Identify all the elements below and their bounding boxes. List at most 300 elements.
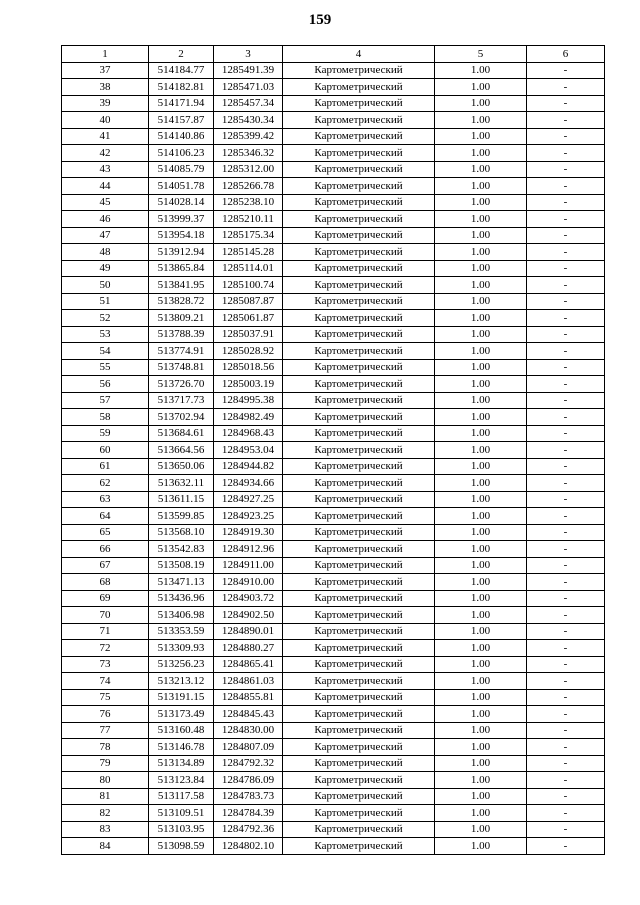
table-row [62,392,605,409]
y-coordinate-cell: 1284783.73 [214,788,283,805]
y-coordinate-cell: 1284861.03 [214,673,283,690]
note-cell: - [527,310,605,327]
method-cell: Картометрический [283,178,435,195]
table-row [62,475,605,492]
accuracy-cell: 1.00 [435,376,527,393]
accuracy-cell: 1.00 [435,409,527,426]
method-cell: Картометрический [283,821,435,838]
note-cell: - [527,458,605,475]
method-cell: Картометрический [283,524,435,541]
table-row [62,805,605,822]
point-number-cell: 56 [62,376,149,393]
x-coordinate-cell: 513611.15 [149,491,214,508]
x-coordinate-cell: 513173.49 [149,706,214,723]
y-coordinate-cell: 1285266.78 [214,178,283,195]
x-coordinate-cell: 513599.85 [149,508,214,525]
table-row [62,755,605,772]
note-cell: - [527,772,605,789]
accuracy-cell: 1.00 [435,458,527,475]
accuracy-cell: 1.00 [435,838,527,855]
accuracy-cell: 1.00 [435,722,527,739]
x-coordinate-cell: 513508.19 [149,557,214,574]
note-cell: - [527,95,605,112]
x-coordinate-cell: 513146.78 [149,739,214,756]
note-cell: - [527,326,605,343]
table-row [62,409,605,426]
accuracy-cell: 1.00 [435,623,527,640]
x-coordinate-cell: 514157.87 [149,112,214,129]
y-coordinate-cell: 1284830.00 [214,722,283,739]
x-coordinate-cell: 514171.94 [149,95,214,112]
y-coordinate-cell: 1284890.01 [214,623,283,640]
point-number-cell: 80 [62,772,149,789]
column-header: 2 [149,46,214,63]
method-cell: Картометрический [283,194,435,211]
accuracy-cell: 1.00 [435,508,527,525]
y-coordinate-cell: 1284982.49 [214,409,283,426]
column-header: 3 [214,46,283,63]
accuracy-cell: 1.00 [435,706,527,723]
point-number-cell: 58 [62,409,149,426]
y-coordinate-cell: 1285457.34 [214,95,283,112]
note-cell: - [527,491,605,508]
x-coordinate-cell: 513702.94 [149,409,214,426]
note-cell: - [527,343,605,360]
y-coordinate-cell: 1285100.74 [214,277,283,294]
table-row [62,788,605,805]
note-cell: - [527,623,605,640]
point-number-cell: 55 [62,359,149,376]
accuracy-cell: 1.00 [435,310,527,327]
method-cell: Картометрический [283,227,435,244]
note-cell: - [527,805,605,822]
table-row [62,227,605,244]
accuracy-cell: 1.00 [435,326,527,343]
note-cell: - [527,79,605,96]
accuracy-cell: 1.00 [435,260,527,277]
table-row [62,673,605,690]
table-row [62,590,605,607]
point-number-cell: 40 [62,112,149,129]
point-number-cell: 51 [62,293,149,310]
method-cell: Картометрический [283,409,435,426]
table-row [62,557,605,574]
y-coordinate-cell: 1284919.30 [214,524,283,541]
note-cell: - [527,112,605,129]
point-number-cell: 71 [62,623,149,640]
point-number-cell: 54 [62,343,149,360]
y-coordinate-cell: 1284903.72 [214,590,283,607]
method-cell: Картометрический [283,260,435,277]
note-cell: - [527,62,605,79]
y-coordinate-cell: 1284995.38 [214,392,283,409]
method-cell: Картометрический [283,590,435,607]
y-coordinate-cell: 1285061.87 [214,310,283,327]
x-coordinate-cell: 514085.79 [149,161,214,178]
y-coordinate-cell: 1284912.96 [214,541,283,558]
note-cell: - [527,607,605,624]
table-row [62,95,605,112]
note-cell: - [527,178,605,195]
method-cell: Картометрический [283,574,435,591]
table-row [62,326,605,343]
x-coordinate-cell: 513748.81 [149,359,214,376]
point-number-cell: 49 [62,260,149,277]
point-number-cell: 53 [62,326,149,343]
method-cell: Картометрический [283,376,435,393]
accuracy-cell: 1.00 [435,392,527,409]
accuracy-cell: 1.00 [435,128,527,145]
x-coordinate-cell: 513256.23 [149,656,214,673]
accuracy-cell: 1.00 [435,244,527,261]
method-cell: Картометрический [283,211,435,228]
point-number-cell: 74 [62,673,149,690]
note-cell: - [527,128,605,145]
accuracy-cell: 1.00 [435,343,527,360]
table-row [62,194,605,211]
point-number-cell: 83 [62,821,149,838]
table-row [62,623,605,640]
y-coordinate-cell: 1284865.41 [214,656,283,673]
note-cell: - [527,293,605,310]
y-coordinate-cell: 1285114.01 [214,260,283,277]
method-cell: Картометрический [283,541,435,558]
accuracy-cell: 1.00 [435,425,527,442]
accuracy-cell: 1.00 [435,491,527,508]
method-cell: Картометрический [283,79,435,96]
y-coordinate-cell: 1284934.66 [214,475,283,492]
method-cell: Картометрический [283,62,435,79]
x-coordinate-cell: 513841.95 [149,277,214,294]
point-number-cell: 68 [62,574,149,591]
note-cell: - [527,755,605,772]
point-number-cell: 65 [62,524,149,541]
column-header: 6 [527,46,605,63]
accuracy-cell: 1.00 [435,112,527,129]
method-cell: Картометрический [283,640,435,657]
accuracy-cell: 1.00 [435,640,527,657]
y-coordinate-cell: 1284855.81 [214,689,283,706]
x-coordinate-cell: 513123.84 [149,772,214,789]
x-coordinate-cell: 513542.83 [149,541,214,558]
point-number-cell: 47 [62,227,149,244]
table-row [62,722,605,739]
table-row [62,607,605,624]
point-number-cell: 44 [62,178,149,195]
method-cell: Картометрический [283,161,435,178]
note-cell: - [527,590,605,607]
note-cell: - [527,227,605,244]
accuracy-cell: 1.00 [435,293,527,310]
point-number-cell: 64 [62,508,149,525]
method-cell: Картометрический [283,673,435,690]
note-cell: - [527,359,605,376]
point-number-cell: 38 [62,79,149,96]
note-cell: - [527,541,605,558]
note-cell: - [527,821,605,838]
note-cell: - [527,194,605,211]
point-number-cell: 72 [62,640,149,657]
accuracy-cell: 1.00 [435,359,527,376]
x-coordinate-cell: 513117.58 [149,788,214,805]
y-coordinate-cell: 1285430.34 [214,112,283,129]
table-row [62,739,605,756]
method-cell: Картометрический [283,310,435,327]
table-row [62,524,605,541]
accuracy-cell: 1.00 [435,442,527,459]
x-coordinate-cell: 513109.51 [149,805,214,822]
note-cell: - [527,244,605,261]
table-row [62,343,605,360]
table-body [62,62,605,854]
accuracy-cell: 1.00 [435,557,527,574]
note-cell: - [527,640,605,657]
method-cell: Картометрический [283,805,435,822]
method-cell: Картометрический [283,475,435,492]
y-coordinate-cell: 1284792.32 [214,755,283,772]
x-coordinate-cell: 514182.81 [149,79,214,96]
x-coordinate-cell: 513134.89 [149,755,214,772]
table-row [62,128,605,145]
column-header: 5 [435,46,527,63]
y-coordinate-cell: 1284927.25 [214,491,283,508]
table-row [62,772,605,789]
table-row [62,425,605,442]
table-header-row [62,46,605,63]
point-number-cell: 62 [62,475,149,492]
y-coordinate-cell: 1285003.19 [214,376,283,393]
table-row [62,442,605,459]
y-coordinate-cell: 1285312.00 [214,161,283,178]
x-coordinate-cell: 513103.95 [149,821,214,838]
point-number-cell: 50 [62,277,149,294]
table-row [62,706,605,723]
method-cell: Картометрический [283,788,435,805]
x-coordinate-cell: 513788.39 [149,326,214,343]
table-row [62,277,605,294]
point-number-cell: 52 [62,310,149,327]
y-coordinate-cell: 1284807.09 [214,739,283,756]
x-coordinate-cell: 513406.98 [149,607,214,624]
table-row [62,211,605,228]
method-cell: Картометрический [283,293,435,310]
accuracy-cell: 1.00 [435,194,527,211]
table-row [62,640,605,657]
method-cell: Картометрический [283,95,435,112]
accuracy-cell: 1.00 [435,145,527,162]
accuracy-cell: 1.00 [435,788,527,805]
y-coordinate-cell: 1285399.42 [214,128,283,145]
table-row [62,838,605,855]
method-cell: Картометрический [283,343,435,360]
point-number-cell: 59 [62,425,149,442]
note-cell: - [527,508,605,525]
table-row [62,689,605,706]
note-cell: - [527,557,605,574]
note-cell: - [527,673,605,690]
accuracy-cell: 1.00 [435,772,527,789]
table-row [62,359,605,376]
accuracy-cell: 1.00 [435,821,527,838]
table-row [62,310,605,327]
y-coordinate-cell: 1285238.10 [214,194,283,211]
x-coordinate-cell: 513912.94 [149,244,214,261]
method-cell: Картометрический [283,442,435,459]
y-coordinate-cell: 1285087.87 [214,293,283,310]
coordinates-table [61,45,605,855]
note-cell: - [527,161,605,178]
method-cell: Картометрический [283,392,435,409]
y-coordinate-cell: 1285491.39 [214,62,283,79]
accuracy-cell: 1.00 [435,211,527,228]
column-header: 4 [283,46,435,63]
x-coordinate-cell: 513160.48 [149,722,214,739]
x-coordinate-cell: 514106.23 [149,145,214,162]
x-coordinate-cell: 513098.59 [149,838,214,855]
x-coordinate-cell: 513568.10 [149,524,214,541]
accuracy-cell: 1.00 [435,574,527,591]
method-cell: Картометрический [283,722,435,739]
table-row [62,260,605,277]
accuracy-cell: 1.00 [435,805,527,822]
y-coordinate-cell: 1284968.43 [214,425,283,442]
x-coordinate-cell: 513632.11 [149,475,214,492]
accuracy-cell: 1.00 [435,524,527,541]
accuracy-cell: 1.00 [435,475,527,492]
x-coordinate-cell: 513828.72 [149,293,214,310]
point-number-cell: 76 [62,706,149,723]
x-coordinate-cell: 513650.06 [149,458,214,475]
table-row [62,145,605,162]
point-number-cell: 41 [62,128,149,145]
point-number-cell: 84 [62,838,149,855]
method-cell: Картометрический [283,772,435,789]
x-coordinate-cell: 513191.15 [149,689,214,706]
accuracy-cell: 1.00 [435,227,527,244]
point-number-cell: 77 [62,722,149,739]
method-cell: Картометрический [283,277,435,294]
point-number-cell: 70 [62,607,149,624]
x-coordinate-cell: 514028.14 [149,194,214,211]
x-coordinate-cell: 514140.86 [149,128,214,145]
table-row [62,574,605,591]
table-row [62,458,605,475]
table-row [62,376,605,393]
table-row [62,508,605,525]
method-cell: Картометрический [283,607,435,624]
point-number-cell: 75 [62,689,149,706]
y-coordinate-cell: 1284923.25 [214,508,283,525]
table-row [62,112,605,129]
accuracy-cell: 1.00 [435,607,527,624]
y-coordinate-cell: 1284911.00 [214,557,283,574]
table-row [62,178,605,195]
point-number-cell: 46 [62,211,149,228]
point-number-cell: 81 [62,788,149,805]
point-number-cell: 66 [62,541,149,558]
accuracy-cell: 1.00 [435,755,527,772]
method-cell: Картометрический [283,557,435,574]
y-coordinate-cell: 1285471.03 [214,79,283,96]
note-cell: - [527,260,605,277]
point-number-cell: 39 [62,95,149,112]
note-cell: - [527,838,605,855]
point-number-cell: 42 [62,145,149,162]
method-cell: Картометрический [283,508,435,525]
x-coordinate-cell: 513865.84 [149,260,214,277]
point-number-cell: 60 [62,442,149,459]
y-coordinate-cell: 1285018.56 [214,359,283,376]
table-row [62,491,605,508]
table-row [62,656,605,673]
y-coordinate-cell: 1285037.91 [214,326,283,343]
point-number-cell: 37 [62,62,149,79]
y-coordinate-cell: 1284802.10 [214,838,283,855]
y-coordinate-cell: 1284786.09 [214,772,283,789]
y-coordinate-cell: 1284910.00 [214,574,283,591]
method-cell: Картометрический [283,326,435,343]
note-cell: - [527,409,605,426]
y-coordinate-cell: 1285210.11 [214,211,283,228]
method-cell: Картометрический [283,706,435,723]
point-number-cell: 63 [62,491,149,508]
x-coordinate-cell: 513471.13 [149,574,214,591]
table-row [62,293,605,310]
x-coordinate-cell: 513954.18 [149,227,214,244]
point-number-cell: 67 [62,557,149,574]
y-coordinate-cell: 1284845.43 [214,706,283,723]
note-cell: - [527,376,605,393]
table-row [62,62,605,79]
x-coordinate-cell: 513353.59 [149,623,214,640]
table-row [62,541,605,558]
note-cell: - [527,739,605,756]
method-cell: Картометрический [283,145,435,162]
y-coordinate-cell: 1284880.27 [214,640,283,657]
point-number-cell: 43 [62,161,149,178]
point-number-cell: 45 [62,194,149,211]
method-cell: Картометрический [283,739,435,756]
x-coordinate-cell: 513999.37 [149,211,214,228]
table-row [62,821,605,838]
note-cell: - [527,211,605,228]
accuracy-cell: 1.00 [435,161,527,178]
table-row [62,79,605,96]
note-cell: - [527,442,605,459]
x-coordinate-cell: 514051.78 [149,178,214,195]
x-coordinate-cell: 513436.96 [149,590,214,607]
y-coordinate-cell: 1284953.04 [214,442,283,459]
note-cell: - [527,475,605,492]
method-cell: Картометрический [283,244,435,261]
accuracy-cell: 1.00 [435,79,527,96]
accuracy-cell: 1.00 [435,739,527,756]
x-coordinate-cell: 513717.73 [149,392,214,409]
y-coordinate-cell: 1284944.82 [214,458,283,475]
x-coordinate-cell: 513809.21 [149,310,214,327]
accuracy-cell: 1.00 [435,62,527,79]
y-coordinate-cell: 1285145.28 [214,244,283,261]
point-number-cell: 48 [62,244,149,261]
y-coordinate-cell: 1285346.32 [214,145,283,162]
x-coordinate-cell: 513309.93 [149,640,214,657]
column-header: 1 [62,46,149,63]
method-cell: Картометрический [283,359,435,376]
note-cell: - [527,392,605,409]
method-cell: Картометрический [283,425,435,442]
point-number-cell: 69 [62,590,149,607]
method-cell: Картометрический [283,656,435,673]
